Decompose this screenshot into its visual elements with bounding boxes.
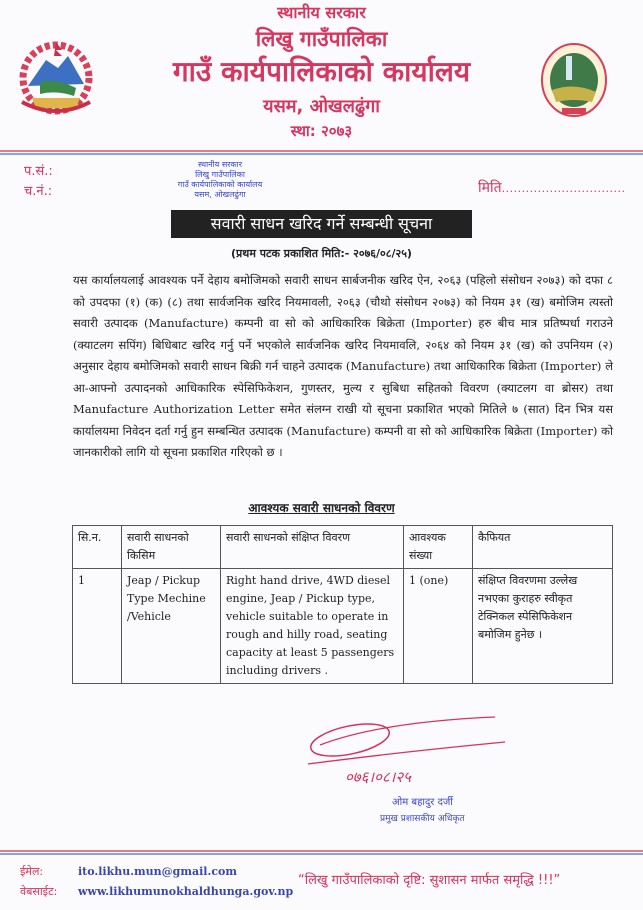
cell-sn: 1 — [73, 569, 122, 684]
cell-quantity: 1 (one) — [404, 569, 473, 684]
vehicle-requirements-table — [72, 525, 613, 684]
signature-scribble — [300, 712, 510, 802]
stamp-line: लिखु गाउँपालिका — [195, 170, 245, 179]
header-remarks: कैफियत — [473, 526, 613, 569]
header-divider-red — [0, 150, 643, 152]
stamp-line: गाउँ कार्यपालिकाको कार्यालय — [177, 180, 263, 189]
email-label: ईमेल: — [20, 865, 44, 878]
email-link[interactable]: ito.likhu.mun@gmail.com — [78, 865, 237, 878]
header-description: सवारी साधनको संक्षिप्त विवरण — [221, 526, 404, 569]
notice-body: यस कार्यालयलाई आवश्यक पर्ने देहाय बमोजिमको सवारी साधन सार्बजनीक खरिद ऐन, २०६३ (पहिलो संसोधन २०७३) को दफा ८ को उपदफा (१) (क) (८) तथा सार्वजनिक खरिद नियमावली, २०६३ (चौथो संसोधन २०७३) को नियम ३१ (ख) बमोजिम त्यस्तो सवारी उत्पादक (Manufacture) कम्पनी वा सो को आधिकारिक बिक्रेता (Importer) हरु बीच मात्र प्रतिष्पर्धा गराउने (क्याटलग सपिंग) बिधिबाट खरिद गर्नु पर्ने भएकोले सार्वजनिक खरिद नियमावलि, २०६४ को नियम ३१ (ख) को उपनियम (२) अनुसार देहाय बमोजिमको सवारी साधन बिक्री गर्न चाहने उत्पादक (Manufacture) तथा आधिकारिक बिक्रेता (Importer) ले आ-आफ्नो उत्पादनको आधिकारिक स्पेसिफिकेशन, गुणस्तर, मुल्य र सुबिधा सहितको विवरण (क्याटलग वा ब्रोसर) तथा Manufacture Authorization Letter समेत संलग्न राखी यो सूचना प्रकाशित भएको मितिले ७ (सात) दिन भित्र यस कार्यालयमा निवेदन दर्ता गर्नु हुन सम्बन्धित उत्पादक (Manufacture) कम्पनी वा सो को आधिकारिक बिक्रेता (Importer) को जानकारीको लागि यो सूचना प्रकाशित गरिएको छ । — [73, 273, 613, 459]
footer-divider-red — [0, 850, 643, 852]
stamp-line: स्थानीय सरकार — [198, 160, 242, 169]
signatory-title: प्रमुख प्रशासकीय अधिकृत — [380, 814, 465, 824]
website-link[interactable]: www.likhumunokhaldhunga.gov.np — [78, 885, 294, 898]
cell-remarks: संक्षिप्त विवरणमा उल्लेख नभएका कुराहरु स्वीकृत टेक्निकल स्पेसिफिकेशन बमोजिम हुनेछ । — [473, 569, 613, 684]
header-quantity: आवश्यक संख्या — [404, 526, 473, 569]
letter-number-label: प.सं.: — [24, 164, 53, 179]
footer-divider-blue — [0, 853, 643, 855]
signatory-name: ओम बहादुर दर्जी — [392, 797, 453, 808]
stamp-line: यसम, ओखलढुंगा — [194, 190, 246, 199]
website-label: वेबसाईट: — [20, 885, 58, 898]
cell-vehicle-type: Jeap / Pickup Type Mechine /Vehicle — [122, 569, 221, 684]
date-blank: ............................... — [501, 182, 626, 195]
dispatch-number-label: च.नं.: — [24, 184, 53, 199]
header-vehicle-type: सवारी साधनको किसिम — [122, 526, 221, 569]
header-sn: सि.न. — [73, 526, 122, 569]
header-divider-blue — [0, 153, 643, 155]
nepal-emblem-logo — [18, 38, 94, 116]
header-established: स्था: २०७३ — [290, 122, 353, 140]
header-municipality-name: लिखु गाउँपालिका — [255, 27, 388, 51]
signature-date: ०७६।०८।२५ — [345, 768, 411, 786]
notice-title: सवारी साधन खरिद गर्ने सम्बन्धी सूचना — [171, 210, 472, 238]
table-header-row — [73, 526, 613, 569]
published-date: (प्रथम पटक प्रकाशित मिति:- २०७६/०८/२५) — [231, 247, 412, 260]
office-stamp — [150, 160, 290, 200]
date-field — [478, 178, 626, 197]
header-local-government: स्थानीय सरकार — [277, 3, 366, 22]
slogan: “लिखु गाउँपालिकाको दृष्टि: सुशासन मार्फत समृद्धि !!!” — [298, 873, 561, 888]
header-location: यसम, ओखलढुंगा — [263, 96, 380, 117]
section-heading: आवश्यक सवारी साधनको विवरण — [248, 501, 395, 515]
date-label: मिति — [478, 180, 502, 196]
likhu-municipality-logo — [540, 42, 608, 118]
header-office-name: गाउँ कार्यपालिकाको कार्यालय — [172, 55, 471, 88]
cell-description: Right hand drive, 4WD diesel engine, Jeap / Pickup type, vehicle suitable to operate in rough and hilly road, seating capacity at least 5 passengers including drivers . — [221, 569, 404, 684]
table-row — [73, 569, 613, 684]
